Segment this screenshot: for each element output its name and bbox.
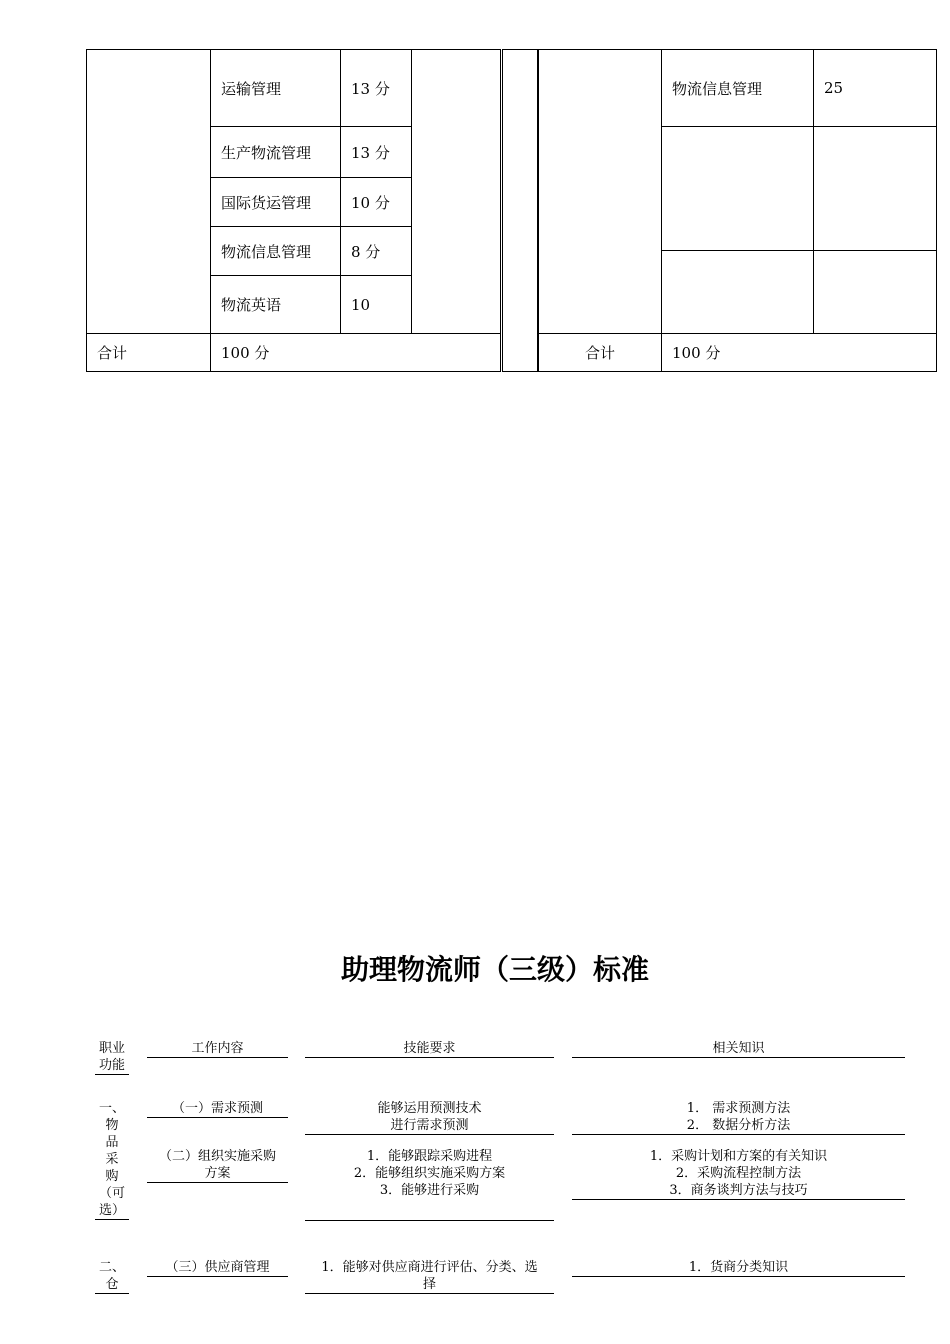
left-score-2: 13 分 bbox=[340, 126, 412, 178]
header-function-line2: 功能 bbox=[95, 1057, 129, 1075]
header-function-line1: 职业 bbox=[98, 1041, 125, 1056]
right-empty-subject-2 bbox=[661, 126, 814, 251]
skill-1 bbox=[305, 1100, 554, 1135]
skill-1-line2: 进行需求预测 bbox=[390, 1118, 469, 1133]
function-2 bbox=[95, 1259, 129, 1294]
function-1-char: 采 bbox=[105, 1152, 119, 1167]
content-2 bbox=[147, 1148, 288, 1183]
function-1 bbox=[95, 1100, 129, 1220]
right-empty-score-3 bbox=[813, 250, 937, 334]
right-score-1: 25 bbox=[813, 49, 937, 127]
right-group-cell bbox=[538, 49, 662, 334]
right-total-value: 100 分 bbox=[661, 333, 937, 372]
left-subject-4: 物流信息管理 bbox=[210, 226, 341, 276]
function-1-char: 物 bbox=[105, 1118, 119, 1133]
knowledge-1-line: 2． 数据分析方法 bbox=[686, 1118, 791, 1133]
divider-column bbox=[502, 49, 538, 372]
knowledge-2-line: 1．采购计划和方案的有关知识 bbox=[649, 1149, 828, 1164]
skill-3 bbox=[305, 1259, 554, 1294]
left-total-value: 100 分 bbox=[210, 333, 501, 372]
knowledge-1-line: 1． 需求预测方法 bbox=[686, 1101, 791, 1116]
skill-1-line1: 能够运用预测技术 bbox=[377, 1101, 482, 1116]
header-knowledge: 相关知识 bbox=[572, 1040, 905, 1058]
function-2-char: 二、 bbox=[98, 1260, 125, 1275]
content-3: （三）供应商管理 bbox=[147, 1259, 288, 1277]
knowledge-2-line: 2．采购流程控制方法 bbox=[675, 1166, 802, 1181]
function-2-char: 仓 bbox=[95, 1276, 129, 1294]
right-empty-subject-3 bbox=[661, 250, 814, 334]
left-group-cell bbox=[86, 49, 211, 334]
skill-3-line1: 1．能够对供应商进行评估、分类、选 bbox=[321, 1260, 538, 1275]
content-2-line2: 方案 bbox=[204, 1166, 231, 1181]
standard-title: 助理物流师（三级）标准 bbox=[340, 953, 649, 986]
function-1-char: 一、 bbox=[98, 1101, 125, 1116]
content-2-line1: （二）组织实施采购 bbox=[158, 1149, 276, 1164]
left-subject-5: 物流英语 bbox=[210, 275, 341, 334]
function-1-char: 购 bbox=[105, 1169, 119, 1184]
right-subject-1: 物流信息管理 bbox=[661, 49, 814, 127]
left-score-5: 10 bbox=[340, 275, 412, 334]
function-1-char: （可 bbox=[98, 1186, 125, 1201]
left-subject-2: 生产物流管理 bbox=[210, 126, 341, 178]
left-total-label: 合计 bbox=[86, 333, 211, 372]
skill-2-line: 2．能够组织实施采购方案 bbox=[353, 1166, 506, 1181]
right-empty-score-2 bbox=[813, 126, 937, 251]
knowledge-1 bbox=[572, 1100, 905, 1135]
header-function bbox=[95, 1040, 129, 1075]
left-blank-col bbox=[411, 49, 501, 334]
function-1-char: 品 bbox=[105, 1135, 119, 1150]
skill-2 bbox=[305, 1148, 554, 1221]
knowledge-2-line: 3．商务谈判方法与技巧 bbox=[669, 1183, 808, 1198]
left-score-1: 13 分 bbox=[340, 49, 412, 127]
function-1-char: 选） bbox=[95, 1202, 129, 1220]
right-total-label: 合计 bbox=[538, 333, 662, 372]
left-subject-1: 运输管理 bbox=[210, 49, 341, 127]
knowledge-2 bbox=[572, 1148, 905, 1200]
content-1: （一）需求预测 bbox=[147, 1100, 288, 1118]
skill-2-line: 1．能够跟踪采购进程 bbox=[366, 1149, 493, 1164]
header-skills: 技能要求 bbox=[305, 1040, 554, 1058]
left-score-4: 8 分 bbox=[340, 226, 412, 276]
left-score-3: 10 分 bbox=[340, 177, 412, 227]
header-content: 工作内容 bbox=[147, 1040, 288, 1058]
skill-2-line: 3．能够进行采购 bbox=[379, 1183, 480, 1198]
left-subject-3: 国际货运管理 bbox=[210, 177, 341, 227]
skill-3-line2: 择 bbox=[422, 1277, 436, 1292]
knowledge-3: 1．货商分类知识 bbox=[572, 1259, 905, 1277]
